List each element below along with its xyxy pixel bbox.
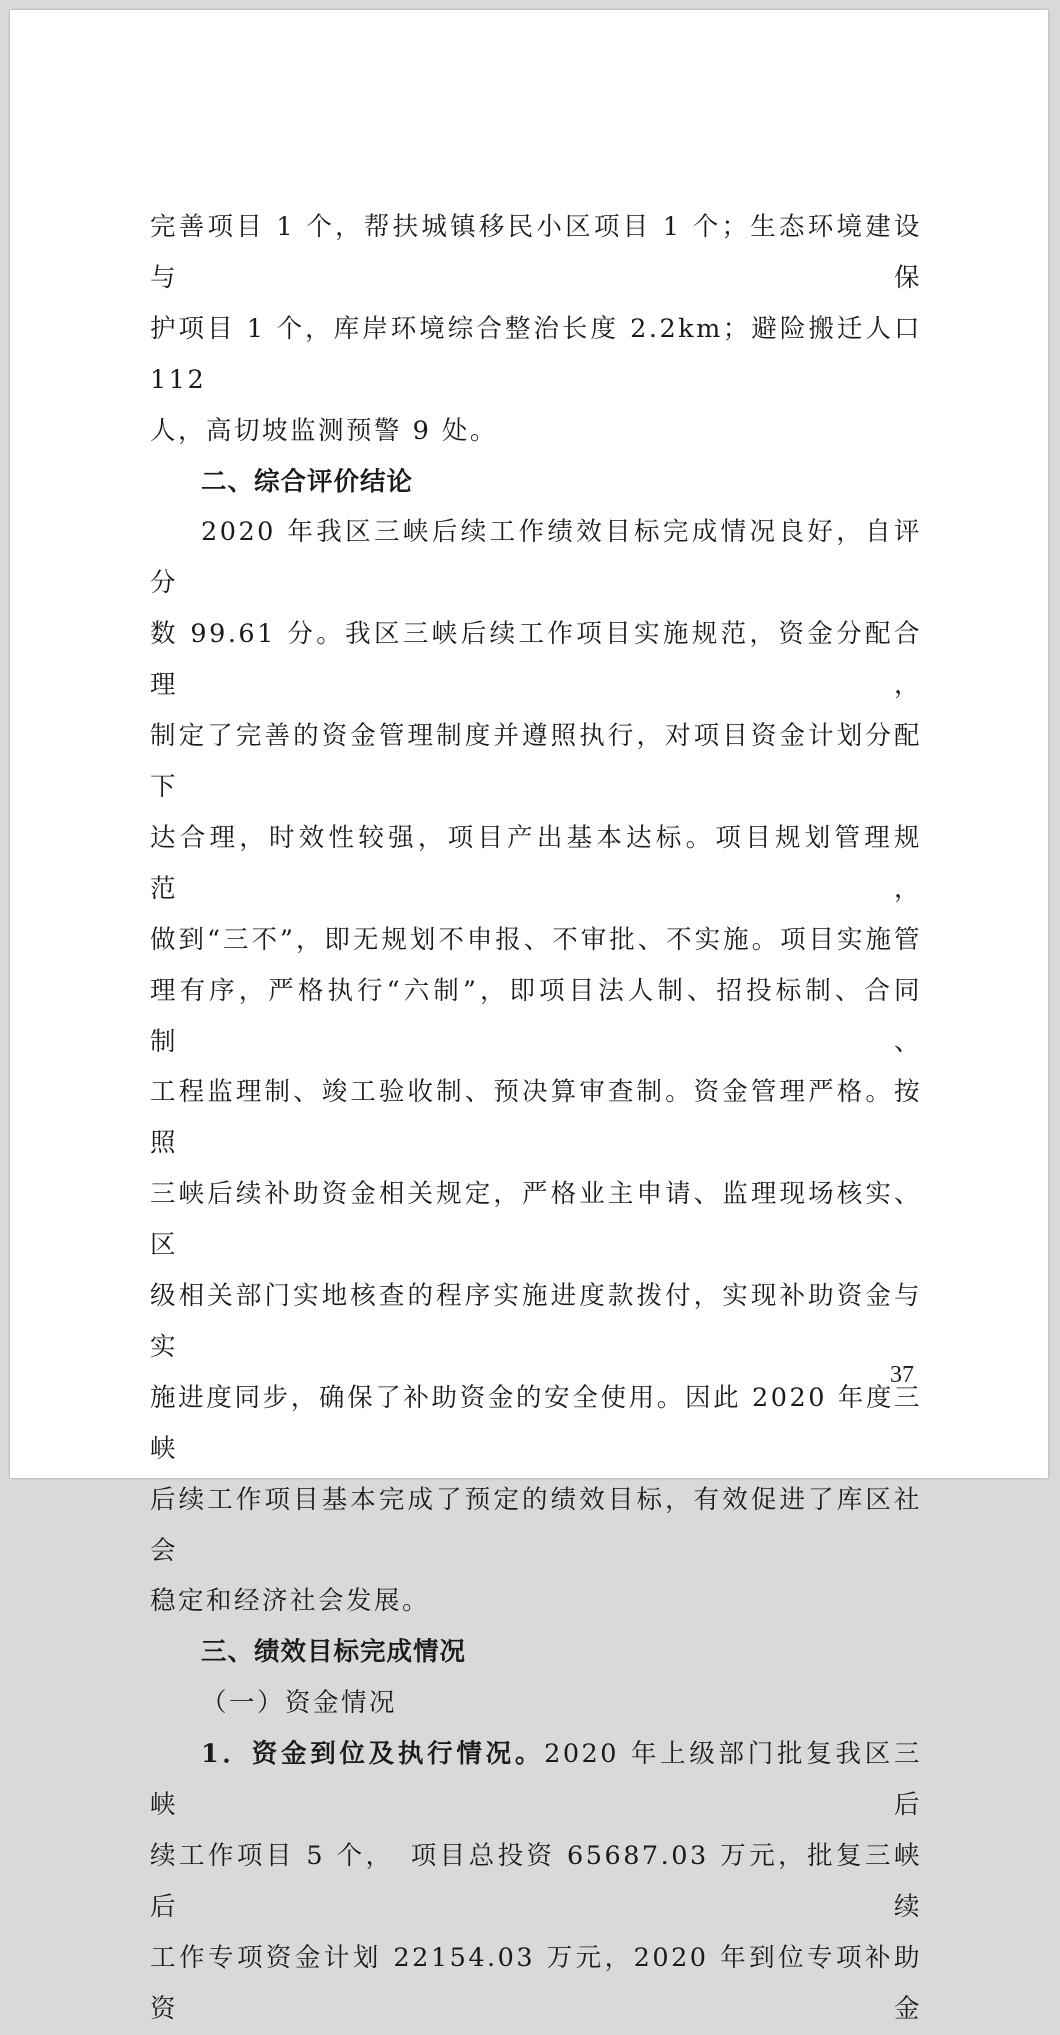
item-lead: 1．资金到位及执行情况。 — [201, 1739, 545, 1770]
text-line: 人，高切坡监测预警 9 处。 — [150, 415, 498, 446]
text-line: 制定了完善的资金管理制度并遵照执行，对项目资金计划分配下 — [150, 721, 922, 802]
section-heading-3: 三、绩效目标完成情况 — [201, 1637, 467, 1668]
text-line: 施进度同步，确保了补助资金的安全使用。因此 2020 年度三峡 — [150, 1382, 922, 1464]
text-line: 完善项目 1 个，帮扶城镇移民小区项目 1 个；生态环境建设与保 — [150, 212, 922, 293]
text-line: 后续工作项目基本完成了预定的绩效目标，有效促进了库区社会 — [150, 1484, 922, 1566]
text-line: 工程监理制、竣工验收制、预决算审查制。资金管理严格。按照 — [150, 1077, 922, 1159]
text-line: 稳定和经济社会发展。 — [150, 1586, 431, 1617]
text-line — [150, 1729, 922, 1831]
text-line: 做到“三不”，即无规划不申报、不审批、不实施。项目实施管 — [150, 924, 922, 955]
text-line: 达合理，时效性较强，项目产出基本达标。项目规划管理规范， — [150, 822, 922, 904]
text-line: 工作专项资金计划 22154.03 万元，2020 年到位专项补助资金 — [150, 1942, 922, 2024]
text-line: 三峡后续补助资金相关规定，严格业主申请、监理现场核实、区 — [150, 1179, 922, 1261]
text-line: 续工作项目 5 个， 项目总投资 65687.03 万元，批复三峡后续 — [150, 1841, 922, 1922]
text-line: 2020 年我区三峡后续工作绩效目标完成情况良好，自评分 — [150, 517, 922, 599]
text-line: 护项目 1 个，库岸环境综合整治长度 2.2km；避险搬迁人口 112 — [150, 313, 922, 395]
text-line: 数 99.61 分。我区三峡后续工作项目实施规范，资金分配合理， — [150, 619, 922, 701]
subsection-heading-1: （一）资金情况 — [201, 1688, 398, 1719]
text-line: 级相关部门实地核查的程序实施进度款拨付，实现补助资金与实 — [150, 1281, 922, 1362]
document-page — [10, 10, 1048, 2024]
section-heading-2: 二、综合评价结论 — [201, 466, 414, 497]
document-body — [150, 202, 922, 2035]
text-line: 理有序，严格执行“六制”，即项目法人制、招投标制、合同制、 — [150, 975, 922, 1057]
item-text: 2020 年上级部门批复我区三峡后 — [150, 1739, 922, 1821]
page-number: 37 — [890, 1362, 914, 1388]
